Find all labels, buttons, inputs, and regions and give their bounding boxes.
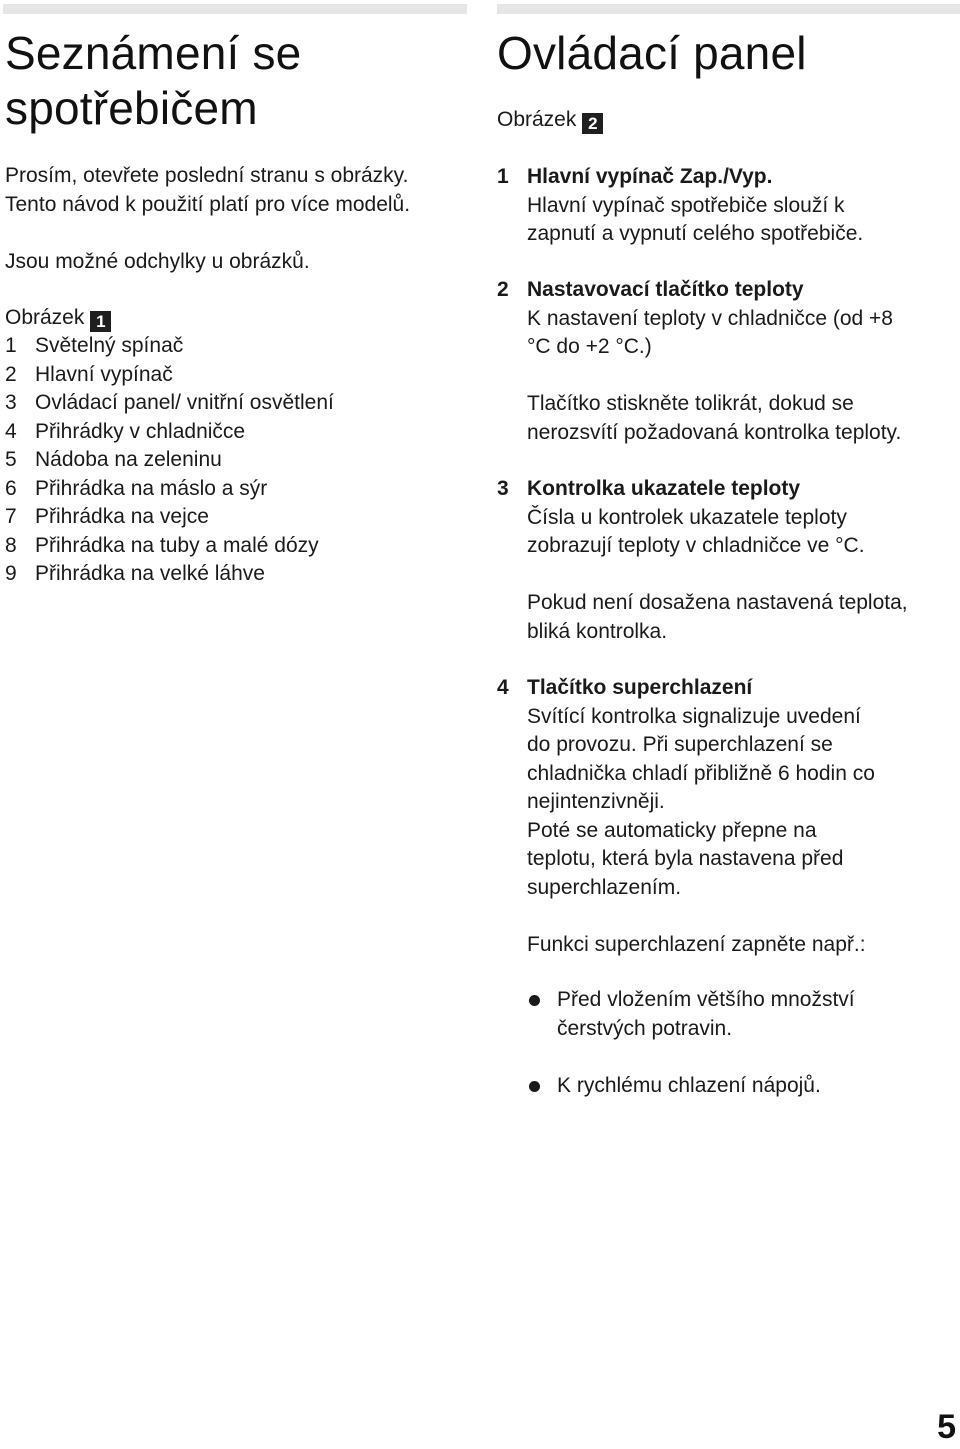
item-number: 7 (5, 505, 17, 528)
section-heading-control-panel: Ovládací panel (497, 27, 807, 79)
item-number: 4 (497, 676, 509, 699)
item-line: Pokud není dosažena nastavená teplota, (527, 591, 908, 614)
item-text: Přihrádka na velké láhve (35, 562, 265, 585)
item-line: do provozu. Při superchlazení se (527, 733, 833, 756)
item-line: Poté se automaticky přepne na (527, 818, 817, 842)
heading-line-1: Seznámení se (5, 27, 302, 79)
item-line: K nastavení teploty v chladničce (od +8 (527, 306, 893, 330)
item-number: 3 (497, 477, 509, 500)
bullet-line: Před vložením většího množství (557, 988, 855, 1011)
item-number: 2 (5, 362, 17, 386)
item-line: teplotu, která byla nastavena před (527, 847, 844, 870)
figure-number-badge: 2 (582, 113, 603, 134)
figure-2-caption (497, 106, 603, 135)
item-title: Tlačítko superchlazení (527, 676, 753, 699)
item-line: Tlačítko stiskněte tolikrát, dokud se (527, 392, 854, 415)
item-text: Přihrádky v chladničce (35, 419, 246, 443)
parts-list (5, 332, 334, 589)
item-number: 8 (5, 533, 17, 557)
item-number: 3 (5, 391, 17, 414)
item-number: 4 (5, 419, 17, 443)
item-number: 6 (5, 476, 17, 500)
intro-paragraph (5, 162, 467, 219)
item-text: Ovládací panel/ vnitřní osvětlení (35, 391, 334, 414)
list-item (5, 332, 334, 361)
heading-line-2: spotřebičem (5, 82, 258, 134)
item-text: Hlavní vypínač (35, 362, 173, 386)
item-title: Kontrolka ukazatele teploty (527, 477, 801, 500)
list-item (5, 446, 334, 475)
item-line: °C do +2 °C.) (527, 335, 652, 358)
list-item (5, 475, 334, 504)
bullet-icon (529, 995, 540, 1006)
right-header-bar (497, 4, 960, 14)
list-item (5, 361, 334, 390)
item-title: Hlavní vypínač Zap./Vyp. (527, 165, 773, 188)
item-line: Hlavní vypínač spotřebiče slouží k (527, 193, 845, 217)
supercool-bullet-list (527, 986, 957, 1100)
bullet-item (527, 1072, 957, 1101)
page-number: 5 (937, 1408, 956, 1446)
item-text: Přihrádka na máslo a sýr (35, 476, 268, 500)
item-line: zobrazují teploty v chladničce ve °C. (527, 534, 865, 557)
item-number: 1 (497, 165, 509, 188)
item-number: 1 (5, 334, 17, 357)
list-item (5, 560, 334, 589)
bullet-item (527, 986, 957, 1043)
item-text: Přihrádka na vejce (35, 505, 209, 528)
deviation-note: Jsou možné odchylky u obrázků. (5, 250, 310, 273)
item-line: nerozsvítí požadovaná kontrolka teploty. (527, 420, 902, 444)
bullet-line: K rychlému chlazení nápojů. (557, 1073, 821, 1097)
figure-number-badge: 1 (90, 311, 111, 332)
list-item (5, 503, 334, 532)
intro-line-1: Prosím, otevřete poslední stranu s obrázky. (5, 164, 409, 187)
item-line: Svítící kontrolka signalizuje uvedení (527, 704, 861, 728)
figure-1-caption (5, 304, 111, 333)
item-number: 9 (5, 562, 17, 585)
section-heading-appliance (5, 26, 465, 136)
intro-line-2: Tento návod k použití platí pro více modelů. (5, 192, 411, 216)
bullet-line: čerstvých potravin. (557, 1016, 733, 1040)
figure-label: Obrázek (497, 108, 577, 131)
list-item (5, 389, 334, 418)
item-line: Funkci superchlazení zapněte např.: (527, 932, 866, 956)
item-text: Světelný spínač (35, 334, 184, 357)
item-line: Čísla u kontrolek ukazatele teploty (527, 505, 847, 529)
item-number: 2 (497, 278, 509, 301)
item-title: Nastavovací tlačítko teploty (527, 278, 804, 301)
item-number: 5 (5, 448, 17, 471)
item-line: bliká kontrolka. (527, 619, 668, 643)
list-item (5, 532, 334, 561)
left-header-bar (3, 4, 467, 14)
list-item (5, 418, 334, 447)
item-line: chladnička chladí přibližně 6 hodin co (527, 761, 875, 785)
item-line: zapnutí a vypnutí celého spotřebiče. (527, 222, 864, 245)
figure-label: Obrázek (5, 306, 85, 329)
item-line: nejintenzivněji. (527, 790, 665, 813)
item-line: superchlazením. (527, 875, 682, 899)
item-text: Přihrádka na tuby a malé dózy (35, 533, 319, 557)
item-text: Nádoba na zeleninu (35, 448, 222, 471)
bullet-icon (529, 1081, 540, 1092)
